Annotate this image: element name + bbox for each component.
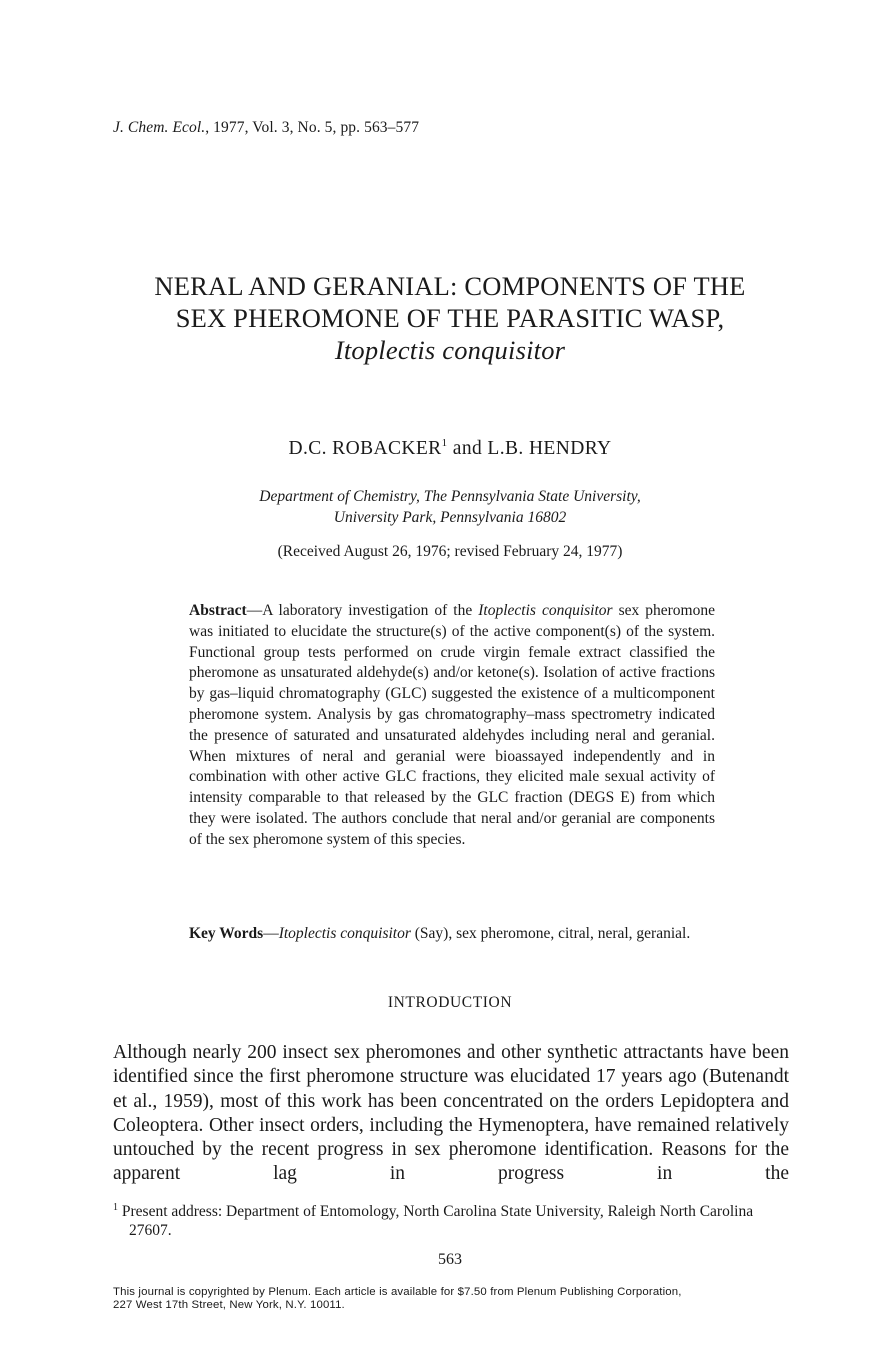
received-dates: (Received August 26, 1976; revised February 24, 1977) (277, 543, 623, 560)
author-2: L.B. HENDRY (487, 438, 612, 459)
author-1: D.C. ROBACKER (288, 438, 442, 459)
title-line-2: SEX PHEROMONE OF THE PARASITIC WASP, (175, 303, 725, 333)
footnote-marker: 1 (441, 437, 448, 449)
title-line-1: NERAL AND GERANIAL: COMPONENTS OF THE (154, 271, 746, 301)
abstract-text-start: A laboratory investigation of the (262, 602, 479, 619)
abstract-text-body: sex pheromone was initiated to elucidate the structure(s) of the active component(s) of the system. Functional group tests performed on crude virgin female extract classified the pheromone as unsaturated aldehyde(s) and/or ketone(s). Isolation of active fractions by gas–liquid chromatography (GLC) suggested the existence of a multicomponent pheromone system. Analysis by gas chromatography–mass spectrometry indicated the presence of saturated and unsaturated aldehydes including neral and geranial. When mixtures of neral and geranial were bioassayed independently and in combination with other active GLC fractions, they elicited male sexual activity of intensity comparable to that released by the GLC fraction (DEGS E) from which they were isolated. The authors conclude that neral and/or geranial are components of the sex pheromone system of this species. (189, 602, 715, 848)
footnote-mark: 1 (113, 1202, 118, 1213)
copyright-notice (113, 1286, 793, 1311)
intro-paragraph: Although nearly 200 insect sex pheromones and other synthetic attractants have been identified since the first pheromone structure was elucidated 17 years ago (Butenandt et al., 1959), most of this work has been concentrated on the orders Lepidoptera and Coleoptera. Other insect orders, including the Hymenoptera, have remained relatively untouched by the recent progress in sex pheromone identification. Reasons for the apparent lag in progress in the (113, 1042, 789, 1185)
page-number: 563 (438, 1251, 462, 1268)
journal-citation (113, 119, 419, 137)
affiliation (60, 487, 840, 528)
article-title (60, 270, 840, 366)
affiliation-line-2: University Park, Pennsylvania 16802 (333, 508, 567, 526)
abstract (189, 601, 715, 851)
key-words-dash: — (263, 925, 279, 942)
affiliation-line-1: Department of Chemistry, The Pennsylvania State University, (259, 488, 641, 505)
author-line (60, 437, 840, 460)
key-words-species: Itoplectis conquisitor (278, 925, 411, 942)
abstract-species: Itoplectis conquisitor (478, 602, 613, 619)
abstract-dash: — (246, 602, 263, 619)
key-words (189, 924, 715, 945)
copyright-line-1: This journal is copyrighted by Plenum. Each article is available for $7.50 from Plenum Publishing Corporation, (113, 1286, 682, 1298)
journal-abbrev: J. Chem. Ecol. (113, 119, 206, 136)
key-words-list: (Say), sex pheromone, citral, neral, geranial. (410, 925, 691, 942)
footnote-text: Present address: Department of Entomology, North Carolina State University, Raleigh North Carolina 27607. (121, 1203, 754, 1239)
title-species: Itoplectis conquisitor (334, 335, 566, 365)
copyright-line-2: 227 West 17th Street, New York, N.Y. 10011. (113, 1298, 345, 1311)
abstract-label: Abstract (189, 602, 247, 619)
author-conjunction: and (452, 438, 483, 459)
citation-details: , 1977, Vol. 3, No. 5, pp. 563–577 (205, 119, 420, 136)
section-heading: INTRODUCTION (387, 994, 513, 1011)
key-words-label: Key Words (189, 925, 264, 942)
footnote (113, 1198, 789, 1240)
